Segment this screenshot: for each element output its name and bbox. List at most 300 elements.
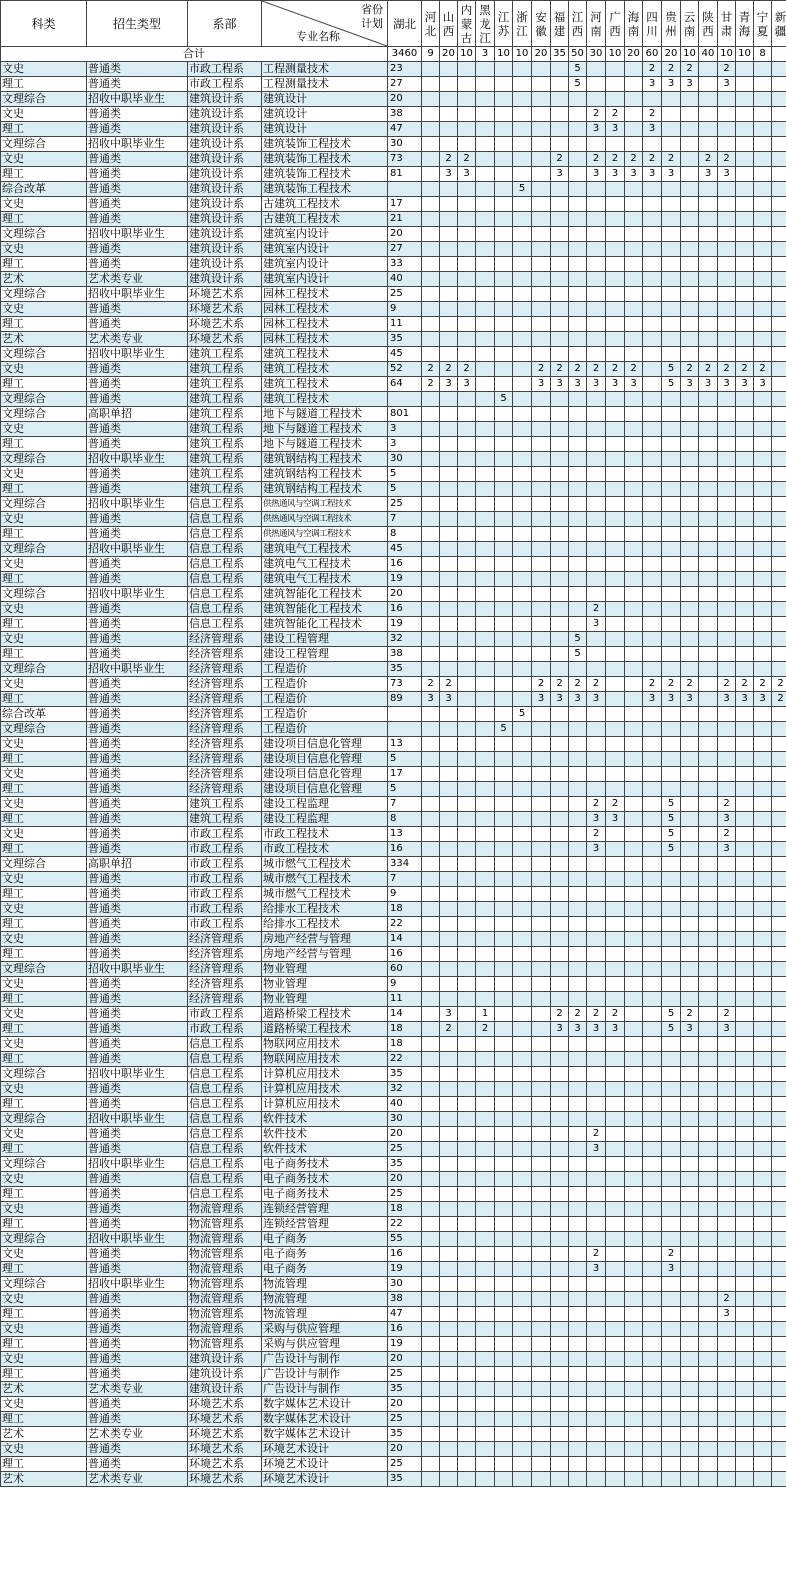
xibu-cell: 信息工程系 bbox=[188, 1067, 262, 1082]
province-plan-cell bbox=[587, 1217, 606, 1232]
province-plan-cell bbox=[718, 212, 736, 227]
province-plan-cell bbox=[718, 272, 736, 287]
province-plan-cell bbox=[681, 977, 699, 992]
province-plan-cell bbox=[495, 422, 513, 437]
summary-cell: 40 bbox=[699, 47, 718, 62]
zhuanye-cell: 道路桥梁工程技术 bbox=[262, 1022, 388, 1037]
zhuanye-cell: 环境艺术设计 bbox=[262, 1442, 388, 1457]
province-plan-cell bbox=[513, 692, 532, 707]
kelei-cell: 艺术 bbox=[1, 1472, 87, 1487]
xibu-cell: 经济管理系 bbox=[188, 662, 262, 677]
province-plan-cell bbox=[587, 662, 606, 677]
province-plan-cell bbox=[458, 302, 476, 317]
province-plan-cell bbox=[643, 1007, 662, 1022]
province-plan-cell bbox=[754, 1247, 772, 1262]
province-plan-cell bbox=[699, 1157, 718, 1172]
zhaosheng-cell: 普通类 bbox=[87, 842, 188, 857]
province-plan-cell bbox=[495, 1457, 513, 1472]
province-plan-cell: 2 bbox=[718, 1007, 736, 1022]
province-plan-cell bbox=[736, 767, 754, 782]
kelei-cell: 艺术 bbox=[1, 1382, 87, 1397]
province-plan-cell bbox=[422, 1217, 440, 1232]
province-plan-cell bbox=[458, 812, 476, 827]
table-row bbox=[1, 1172, 786, 1187]
province-plan-cell bbox=[569, 1277, 587, 1292]
hubei-plan-cell: 38 bbox=[388, 1292, 422, 1307]
province-plan-cell bbox=[476, 1217, 495, 1232]
zhaosheng-cell: 普通类 bbox=[87, 1217, 188, 1232]
province-plan-cell bbox=[532, 707, 551, 722]
province-plan-cell bbox=[662, 632, 681, 647]
kelei-cell: 理工 bbox=[1, 1337, 87, 1352]
province-plan-cell bbox=[422, 167, 440, 182]
province-plan-cell bbox=[569, 1232, 587, 1247]
hubei-plan-cell: 21 bbox=[388, 212, 422, 227]
province-plan-cell bbox=[736, 1052, 754, 1067]
province-plan-cell bbox=[476, 1262, 495, 1277]
province-plan-cell bbox=[643, 617, 662, 632]
province-plan-cell bbox=[569, 1397, 587, 1412]
province-plan-cell bbox=[625, 1157, 643, 1172]
province-plan-cell bbox=[422, 1082, 440, 1097]
province-plan-cell bbox=[681, 227, 699, 242]
province-plan-cell bbox=[625, 107, 643, 122]
province-plan-cell bbox=[532, 602, 551, 617]
table-row bbox=[1, 977, 786, 992]
province-plan-cell bbox=[606, 767, 625, 782]
province-plan-cell bbox=[736, 842, 754, 857]
province-plan-cell bbox=[495, 527, 513, 542]
province-plan-cell bbox=[476, 212, 495, 227]
kelei-cell: 文史 bbox=[1, 107, 87, 122]
summary-cell: 20 bbox=[662, 47, 681, 62]
province-plan-cell: 5 bbox=[662, 1022, 681, 1037]
hubei-plan-cell: 18 bbox=[388, 1037, 422, 1052]
xibu-cell: 物流管理系 bbox=[188, 1307, 262, 1322]
province-plan-cell bbox=[606, 392, 625, 407]
province-plan-cell bbox=[532, 92, 551, 107]
province-plan-cell bbox=[513, 392, 532, 407]
province-plan-cell bbox=[440, 1457, 458, 1472]
province-plan-cell bbox=[532, 1382, 551, 1397]
hubei-plan-cell: 73 bbox=[388, 152, 422, 167]
province-plan-cell bbox=[532, 332, 551, 347]
province-plan-cell bbox=[551, 857, 569, 872]
zhaosheng-cell: 艺术类专业 bbox=[87, 272, 188, 287]
province-plan-cell bbox=[532, 1442, 551, 1457]
table-row bbox=[1, 857, 786, 872]
province-plan-cell: 3 bbox=[551, 377, 569, 392]
province-plan-cell: 3 bbox=[625, 377, 643, 392]
province-plan-cell bbox=[513, 647, 532, 662]
province-plan-cell bbox=[772, 1322, 786, 1337]
zhaosheng-cell: 普通类 bbox=[87, 677, 188, 692]
province-plan-cell bbox=[569, 542, 587, 557]
province-plan-cell bbox=[681, 1082, 699, 1097]
province-plan-cell bbox=[513, 1457, 532, 1472]
province-plan-cell bbox=[606, 1217, 625, 1232]
province-plan-cell bbox=[754, 542, 772, 557]
province-plan-cell bbox=[681, 422, 699, 437]
province-plan-cell bbox=[495, 1097, 513, 1112]
province-plan-cell bbox=[587, 542, 606, 557]
province-plan-cell bbox=[458, 1247, 476, 1262]
province-plan-cell bbox=[736, 1007, 754, 1022]
province-plan-cell bbox=[681, 572, 699, 587]
zhaosheng-cell: 普通类 bbox=[87, 1172, 188, 1187]
zhuanye-cell: 软件技术 bbox=[262, 1127, 388, 1142]
zhuanye-cell: 工程造价 bbox=[262, 662, 388, 677]
zhaosheng-cell: 普通类 bbox=[87, 482, 188, 497]
province-plan-cell bbox=[587, 917, 606, 932]
province-plan-cell bbox=[699, 1187, 718, 1202]
province-plan-cell bbox=[736, 602, 754, 617]
province-plan-cell bbox=[606, 1037, 625, 1052]
province-plan-cell bbox=[476, 422, 495, 437]
province-plan-cell bbox=[699, 977, 718, 992]
zhaosheng-cell: 普通类 bbox=[87, 1412, 188, 1427]
province-plan-cell bbox=[587, 1352, 606, 1367]
province-plan-cell: 2 bbox=[440, 1022, 458, 1037]
province-plan-cell bbox=[643, 452, 662, 467]
province-plan-cell bbox=[476, 1472, 495, 1487]
province-plan-cell bbox=[495, 842, 513, 857]
table-row bbox=[1, 887, 786, 902]
summary-cell: 10 bbox=[736, 47, 754, 62]
zhuanye-cell: 建筑装饰工程技术 bbox=[262, 137, 388, 152]
province-plan-cell: 3 bbox=[718, 1022, 736, 1037]
province-plan-cell bbox=[754, 722, 772, 737]
province-plan-cell bbox=[476, 1397, 495, 1412]
province-plan-cell: 2 bbox=[587, 152, 606, 167]
province-plan-cell bbox=[569, 437, 587, 452]
zhuanye-cell: 地下与隧道工程技术 bbox=[262, 407, 388, 422]
province-plan-cell: 2 bbox=[643, 152, 662, 167]
province-plan-cell bbox=[736, 77, 754, 92]
province-plan-cell bbox=[532, 1367, 551, 1382]
province-plan-cell bbox=[718, 647, 736, 662]
province-plan-cell bbox=[606, 887, 625, 902]
kelei-cell: 理工 bbox=[1, 122, 87, 137]
province-plan-cell bbox=[495, 767, 513, 782]
province-plan-cell: 3 bbox=[718, 377, 736, 392]
province-plan-cell bbox=[718, 1097, 736, 1112]
province-plan-cell bbox=[440, 932, 458, 947]
province-plan-cell bbox=[718, 632, 736, 647]
province-plan-cell bbox=[587, 992, 606, 1007]
province-plan-cell bbox=[513, 677, 532, 692]
table-row bbox=[1, 1367, 786, 1382]
province-plan-cell bbox=[458, 1307, 476, 1322]
province-plan-cell bbox=[736, 1442, 754, 1457]
province-plan-cell bbox=[587, 1382, 606, 1397]
province-plan-cell bbox=[718, 992, 736, 1007]
province-plan-cell bbox=[754, 782, 772, 797]
province-plan-cell bbox=[754, 857, 772, 872]
province-plan-cell bbox=[606, 1082, 625, 1097]
province-plan-cell: 3 bbox=[587, 692, 606, 707]
province-plan-cell: 2 bbox=[587, 107, 606, 122]
xibu-cell: 经济管理系 bbox=[188, 752, 262, 767]
province-plan-cell bbox=[495, 1112, 513, 1127]
province-plan-cell bbox=[625, 617, 643, 632]
province-plan-cell bbox=[681, 992, 699, 1007]
summary-cell: 10 bbox=[513, 47, 532, 62]
hubei-plan-cell: 81 bbox=[388, 167, 422, 182]
province-plan-cell bbox=[422, 887, 440, 902]
province-plan-cell bbox=[532, 512, 551, 527]
province-plan-cell: 2 bbox=[569, 677, 587, 692]
province-plan-cell bbox=[569, 977, 587, 992]
province-plan-cell bbox=[772, 227, 786, 242]
table-row bbox=[1, 1052, 786, 1067]
hubei-plan-cell: 33 bbox=[388, 257, 422, 272]
province-plan-cell bbox=[754, 287, 772, 302]
province-plan-cell bbox=[551, 1112, 569, 1127]
province-plan-cell bbox=[532, 857, 551, 872]
province-plan-cell bbox=[662, 497, 681, 512]
province-plan-cell bbox=[569, 707, 587, 722]
province-plan-cell: 3 bbox=[625, 167, 643, 182]
province-plan-cell bbox=[513, 932, 532, 947]
xibu-cell: 环境艺术系 bbox=[188, 332, 262, 347]
province-plan-cell bbox=[772, 1397, 786, 1412]
province-plan-cell bbox=[476, 1232, 495, 1247]
xibu-cell: 建筑设计系 bbox=[188, 137, 262, 152]
province-plan-cell bbox=[736, 1157, 754, 1172]
hubei-plan-cell: 22 bbox=[388, 1052, 422, 1067]
province-plan-cell bbox=[551, 1412, 569, 1427]
province-plan-cell bbox=[422, 947, 440, 962]
hubei-plan-cell: 7 bbox=[388, 512, 422, 527]
kelei-cell: 理工 bbox=[1, 812, 87, 827]
province-plan-cell bbox=[513, 77, 532, 92]
kelei-cell: 文史 bbox=[1, 512, 87, 527]
xibu-cell: 信息工程系 bbox=[188, 1097, 262, 1112]
province-plan-cell bbox=[606, 902, 625, 917]
xibu-cell: 信息工程系 bbox=[188, 1082, 262, 1097]
zhaosheng-cell: 普通类 bbox=[87, 422, 188, 437]
kelei-cell: 理工 bbox=[1, 317, 87, 332]
province-plan-cell bbox=[662, 332, 681, 347]
province-plan-cell bbox=[772, 152, 786, 167]
province-plan-cell bbox=[513, 122, 532, 137]
province-plan-cell bbox=[551, 947, 569, 962]
province-plan-cell bbox=[476, 1427, 495, 1442]
zhuanye-cell: 城市燃气工程技术 bbox=[262, 857, 388, 872]
zhuanye-cell: 供热通风与空调工程技术 bbox=[262, 512, 388, 527]
province-plan-cell bbox=[736, 827, 754, 842]
province-plan-cell bbox=[422, 827, 440, 842]
zhuanye-cell: 物业管理 bbox=[262, 962, 388, 977]
kelei-cell: 理工 bbox=[1, 257, 87, 272]
province-plan-cell bbox=[513, 1127, 532, 1142]
zhaosheng-cell: 普通类 bbox=[87, 107, 188, 122]
province-plan-cell bbox=[476, 242, 495, 257]
province-plan-cell bbox=[495, 1247, 513, 1262]
province-plan-cell bbox=[476, 1412, 495, 1427]
table-row bbox=[1, 212, 786, 227]
province-plan-cell bbox=[587, 1067, 606, 1082]
province-plan-cell bbox=[476, 1247, 495, 1262]
province-plan-cell bbox=[551, 932, 569, 947]
province-plan-cell bbox=[422, 1442, 440, 1457]
table-row bbox=[1, 452, 786, 467]
province-plan-cell bbox=[736, 1412, 754, 1427]
province-plan-cell bbox=[458, 1472, 476, 1487]
table-row bbox=[1, 1202, 786, 1217]
zhuanye-cell: 建筑工程技术 bbox=[262, 362, 388, 377]
province-plan-cell bbox=[606, 632, 625, 647]
province-plan-cell bbox=[754, 737, 772, 752]
province-plan-cell bbox=[772, 392, 786, 407]
province-plan-cell bbox=[606, 587, 625, 602]
province-plan-cell bbox=[772, 947, 786, 962]
province-plan-cell bbox=[495, 197, 513, 212]
province-plan-cell bbox=[587, 1397, 606, 1412]
hubei-plan-cell: 25 bbox=[388, 1187, 422, 1202]
province-plan-cell bbox=[476, 1337, 495, 1352]
province-plan-cell: 2 bbox=[422, 362, 440, 377]
province-plan-cell bbox=[458, 212, 476, 227]
table-row bbox=[1, 152, 786, 167]
province-plan-cell bbox=[772, 602, 786, 617]
province-plan-cell bbox=[699, 1322, 718, 1337]
province-plan-cell bbox=[458, 797, 476, 812]
province-plan-cell bbox=[476, 572, 495, 587]
province-plan-cell bbox=[606, 287, 625, 302]
province-plan-cell bbox=[587, 1082, 606, 1097]
province-plan-cell bbox=[513, 632, 532, 647]
hubei-plan-cell: 35 bbox=[388, 1157, 422, 1172]
province-plan-cell bbox=[513, 377, 532, 392]
province-plan-cell bbox=[736, 437, 754, 452]
kelei-cell: 文理综合 bbox=[1, 497, 87, 512]
hubei-plan-cell: 3 bbox=[388, 422, 422, 437]
province-plan-cell bbox=[476, 797, 495, 812]
zhaosheng-cell: 普通类 bbox=[87, 557, 188, 572]
province-plan-cell bbox=[532, 1037, 551, 1052]
kelei-cell: 理工 bbox=[1, 782, 87, 797]
province-plan-cell bbox=[422, 857, 440, 872]
province-plan-cell bbox=[476, 137, 495, 152]
province-plan-cell bbox=[606, 977, 625, 992]
province-plan-cell bbox=[699, 197, 718, 212]
kelei-cell: 理工 bbox=[1, 1142, 87, 1157]
province-plan-cell bbox=[440, 1127, 458, 1142]
province-plan-cell bbox=[587, 857, 606, 872]
province-plan-cell bbox=[440, 242, 458, 257]
province-plan-cell bbox=[699, 1457, 718, 1472]
province-plan-cell bbox=[643, 872, 662, 887]
province-plan-cell bbox=[476, 1082, 495, 1097]
table-row bbox=[1, 1322, 786, 1337]
hubei-plan-cell: 40 bbox=[388, 272, 422, 287]
province-plan-cell bbox=[532, 992, 551, 1007]
province-plan-cell bbox=[772, 467, 786, 482]
province-plan-cell bbox=[495, 917, 513, 932]
province-plan-cell bbox=[440, 332, 458, 347]
province-plan-cell bbox=[772, 587, 786, 602]
province-plan-cell bbox=[532, 122, 551, 137]
province-plan-cell bbox=[440, 617, 458, 632]
province-plan-cell bbox=[736, 1472, 754, 1487]
province-plan-cell bbox=[736, 497, 754, 512]
province-plan-cell bbox=[476, 617, 495, 632]
province-plan-cell bbox=[754, 182, 772, 197]
province-plan-cell: 2 bbox=[606, 797, 625, 812]
province-plan-cell bbox=[736, 782, 754, 797]
province-plan-cell bbox=[662, 1307, 681, 1322]
zhaosheng-cell: 普通类 bbox=[87, 1097, 188, 1112]
province-plan-cell bbox=[476, 707, 495, 722]
province-plan-cell bbox=[699, 1292, 718, 1307]
kelei-cell: 文史 bbox=[1, 62, 87, 77]
kelei-cell: 文史 bbox=[1, 1322, 87, 1337]
province-plan-cell bbox=[569, 182, 587, 197]
xibu-cell: 经济管理系 bbox=[188, 932, 262, 947]
province-plan-cell bbox=[513, 782, 532, 797]
province-plan-cell bbox=[699, 407, 718, 422]
province-plan-cell bbox=[458, 647, 476, 662]
province-plan-cell bbox=[772, 377, 786, 392]
xibu-cell: 经济管理系 bbox=[188, 767, 262, 782]
province-plan-cell bbox=[754, 902, 772, 917]
zhaosheng-cell: 普通类 bbox=[87, 467, 188, 482]
province-plan-cell bbox=[699, 872, 718, 887]
zhuanye-cell: 物业管理 bbox=[262, 992, 388, 1007]
header-province: 内蒙古 bbox=[458, 1, 476, 47]
province-plan-cell bbox=[736, 1292, 754, 1307]
province-plan-cell bbox=[754, 752, 772, 767]
province-plan-cell bbox=[532, 557, 551, 572]
province-plan-cell bbox=[513, 1112, 532, 1127]
province-plan-cell bbox=[495, 557, 513, 572]
zhaosheng-cell: 普通类 bbox=[87, 1292, 188, 1307]
zhuanye-cell: 数字媒体艺术设计 bbox=[262, 1427, 388, 1442]
province-plan-cell: 2 bbox=[458, 152, 476, 167]
province-plan-cell bbox=[458, 572, 476, 587]
zhaosheng-cell: 普通类 bbox=[87, 812, 188, 827]
xibu-cell: 信息工程系 bbox=[188, 1142, 262, 1157]
province-plan-cell bbox=[772, 1052, 786, 1067]
province-plan-cell bbox=[662, 1367, 681, 1382]
xibu-cell: 市政工程系 bbox=[188, 887, 262, 902]
province-plan-cell bbox=[569, 137, 587, 152]
province-plan-cell bbox=[736, 1397, 754, 1412]
province-plan-cell bbox=[422, 512, 440, 527]
province-plan-cell bbox=[587, 257, 606, 272]
province-plan-cell bbox=[532, 887, 551, 902]
province-plan-cell bbox=[754, 1007, 772, 1022]
province-plan-cell bbox=[532, 392, 551, 407]
table-row bbox=[1, 542, 786, 557]
province-plan-cell bbox=[736, 872, 754, 887]
province-plan-cell bbox=[458, 557, 476, 572]
province-plan-cell bbox=[625, 287, 643, 302]
province-plan-cell: 5 bbox=[495, 392, 513, 407]
table-row bbox=[1, 437, 786, 452]
table-row bbox=[1, 812, 786, 827]
province-plan-cell bbox=[532, 1172, 551, 1187]
province-plan-cell bbox=[476, 62, 495, 77]
province-plan-cell bbox=[532, 632, 551, 647]
province-plan-cell bbox=[476, 842, 495, 857]
zhuanye-cell: 建筑工程技术 bbox=[262, 392, 388, 407]
province-plan-cell bbox=[476, 962, 495, 977]
kelei-cell: 文史 bbox=[1, 1127, 87, 1142]
province-plan-cell: 3 bbox=[681, 77, 699, 92]
